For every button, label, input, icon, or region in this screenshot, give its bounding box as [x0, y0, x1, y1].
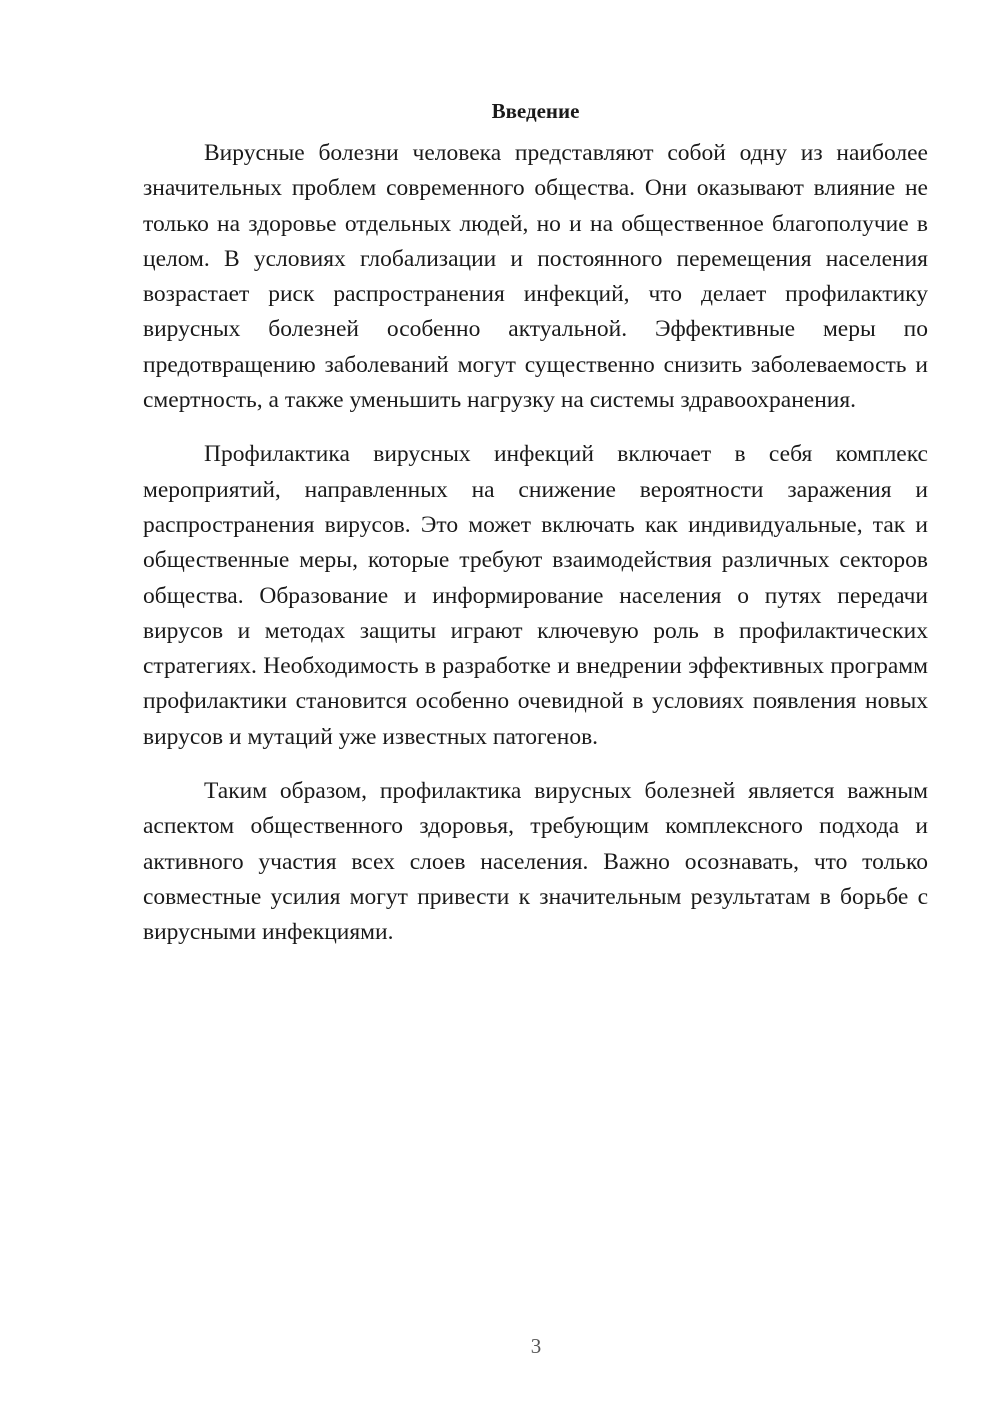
- paragraph-3: Таким образом, профилактика вирусных болезней является важным аспектом общественного здоровья, требующим комплексного подхода и активного участия всех слоев населения. Важно осознавать, что только совместные усилия могут привести к значительным результатам в борьбе с вирусными инфекциями.: [143, 778, 928, 946]
- paragraph-2: Профилактика вирусных инфекций включает в себя комплекс мероприятий, направленных на снижение вероятности заражения и распространения вирусов. Это может включать как индивидуальные, так и общественные меры, которые требуют взаимодействия различных секторов общества. Образование и информирование населения о путях передачи вирусов и методах защиты играют ключевую роль в профилактических стратегиях. Необходимость в разработке и внедрении эффективных программ профилактики становится особенно очевидной в условиях появления новых вирусов и мутаций уже известных патогенов.: [143, 441, 928, 750]
- paragraph-1: Вирусные болезни человека представляют собой одну из наиболее значительных проблем современного общества. Они оказывают влияние не только на здоровье отдельных людей, но и на общественное благополучие в целом. В условиях глобализации и постоянного перемещения населения возрастает риск распространения инфекций, что делает профилактику вирусных болезней особенно актуальной. Эффективные меры по предотвращению заболеваний могут существенно снизить заболеваемость и смертность, а также уменьшить нагрузку на системы здравоохранения.: [143, 140, 928, 414]
- page-number: 3: [530, 1334, 542, 1358]
- section-heading: Введение: [491, 99, 580, 123]
- page-content: [143, 96, 928, 951]
